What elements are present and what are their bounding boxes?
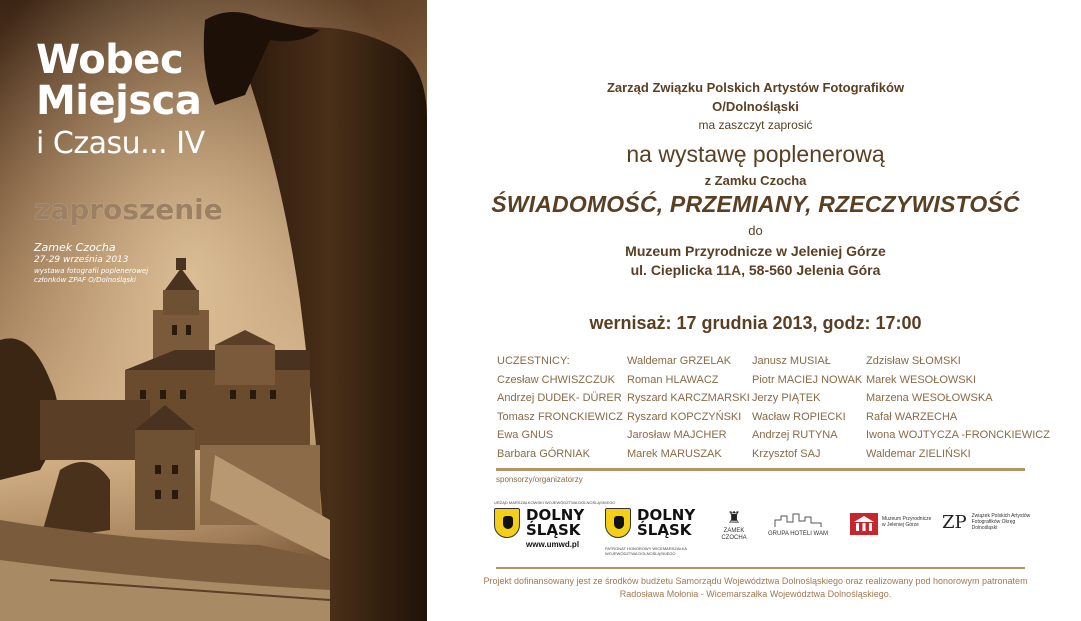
- poster-title-line3: i Czasu... IV: [36, 126, 205, 161]
- umwd-caption: URZĄD MARSZAŁKOWSKI WOJEWÓDZTWA DOLNOŚLĄSKIEGO: [494, 500, 616, 505]
- exhibition-theme: ŚWIADOMOŚĆ, PRZEMIANY, RZECZYWISTOŚĆ: [491, 191, 1020, 217]
- participant-name: Krzysztof SAJ: [752, 447, 821, 460]
- zpaf-logo-label: Związek Polskich Artystów Fotografików Okręg Dolnośląski: [971, 513, 1031, 531]
- dolny-slask-logo-umwd: [494, 500, 616, 549]
- participant-name: Waldemar ZIELIŃSKI: [866, 447, 971, 460]
- museum-building-icon: [850, 513, 878, 535]
- museum-logo: [850, 513, 940, 535]
- skyline-icon: [773, 512, 823, 528]
- hotel-group-label: GRUPA HOTELI WAM: [767, 531, 828, 537]
- hotel-group-logo: [766, 512, 830, 538]
- poster-title-line1: Wobec: [36, 37, 184, 83]
- participants-column-4: [866, 352, 1050, 464]
- to-line: do: [748, 223, 763, 238]
- participant-name: Iwona WOJTYCZA -FRONCKIEWICZ: [866, 429, 1050, 442]
- museum-name: Muzeum Przyrodnicze w Jeleniej Górze: [625, 243, 886, 259]
- poster-place: Zamek Czocha: [34, 241, 116, 254]
- participant-name: Rafał WARZECHA: [866, 410, 958, 423]
- zamek-czocha-logo: [714, 510, 754, 542]
- participant-name: Ewa GNUS: [497, 429, 554, 442]
- poster-invitation-word: zaproszenie: [34, 193, 223, 226]
- dolny-slask-wordmark: DOLNY ŚLĄSK: [526, 506, 585, 539]
- participant-name: Wacław ROPIECKI: [752, 410, 846, 423]
- vernissage-line: wernisaż: 17 grudnia 2013, godz: 17:00: [589, 313, 922, 333]
- participants-column-2: [627, 352, 750, 464]
- participant-name: Ryszard KARCZMARSKI: [627, 392, 750, 405]
- sponsors-heading: sponsorzy/organizatorzy: [496, 475, 583, 484]
- participant-name: Czesław CHWISZCZUK: [497, 373, 615, 386]
- invitation-panel: [430, 0, 1081, 621]
- footer-line1: Projekt dofinansowany jest ze środków budżetu Samorządu Województwa Dolnośląskiego oraz realizowany pod honorowym patronatem: [483, 576, 1028, 586]
- patronage-caption: PATRONAT HONOROWY WICEMARSZAŁKA WOJEWÓDZTWA DOLNOŚLĄSKIEGO: [605, 546, 687, 556]
- dolny-slask-logo-patronage: [605, 506, 715, 556]
- castle-line: z Zamku Czocha: [704, 173, 807, 188]
- participant-name: Jarosław MAJCHER: [627, 429, 727, 442]
- poster-dates: 27-29 września 2013: [34, 255, 129, 265]
- organizer-line2: O/Dolnośląski: [712, 99, 799, 114]
- participant-name: Andrzej RUTYNA: [752, 429, 838, 442]
- participants-column-1: [497, 352, 623, 464]
- poster-description: wystawa fotografii poplenerowej członków ZPAF O/Dolnośląski: [34, 267, 149, 284]
- museum-logo-label: Muzeum Przyrodnicze w Jeleniej Górze: [882, 516, 932, 528]
- participants-column-3: [752, 352, 862, 464]
- divider: [496, 567, 1025, 569]
- organizer-line1: Zarząd Związku Polskich Artystów Fotografików: [606, 80, 905, 95]
- participant-name: Andrzej DUDEK- DÜRER: [497, 392, 622, 405]
- castle-icon: ♜: [726, 510, 742, 527]
- participant-name: Ryszard KOPCZYŃSKI: [627, 410, 742, 423]
- participant-heading: UCZESTNICY:: [497, 355, 570, 367]
- umwd-url: www.umwd.pl: [526, 540, 580, 549]
- participant-name: Jerzy PIĄTEK: [752, 392, 821, 405]
- coat-of-arms-icon: [605, 508, 631, 538]
- participant-name: Roman HLAWACZ: [627, 373, 719, 386]
- exhibition-line: na wystawę poplenerową: [626, 141, 885, 167]
- museum-address: ul. Cieplicka 11A, 58-560 Jelenia Góra: [630, 262, 881, 278]
- participant-name: Zdzisław SŁOMSKI: [866, 355, 961, 367]
- footer-line2: Radosława Mołonia - Wicemarszałka Województwa Dolnośląskiego.: [619, 589, 892, 599]
- poster-subtitle: [34, 241, 154, 285]
- participant-name: Marek MARUSZAK: [627, 447, 722, 460]
- honour-line: ma zaszczyt zaprosić: [698, 118, 813, 132]
- participant-name: Waldemar GRZELAK: [627, 355, 732, 367]
- participant-name: Piotr MACIEJ NOWAK: [752, 373, 863, 386]
- coat-of-arms-icon: [494, 508, 520, 538]
- participant-name: Marzena WESOŁOWSKA: [866, 392, 993, 405]
- poster-image: [0, 0, 427, 621]
- dolny-slask-wordmark: DOLNY ŚLĄSK: [637, 506, 696, 539]
- zpaf-monogram-icon: ZP: [942, 512, 967, 533]
- participant-name: Janusz MUSIAŁ: [752, 355, 831, 367]
- divider: [496, 468, 1025, 471]
- participant-name: Barbara GÓRNIAK: [497, 447, 590, 460]
- poster-title-line2: Miejsca: [36, 78, 202, 124]
- participant-name: Tomasz FRONCKIEWICZ: [497, 410, 623, 423]
- zpaf-logo: [942, 511, 1042, 535]
- poster-title: [36, 37, 205, 164]
- zamek-czocha-label: ZAMEK CZOCHA: [721, 528, 747, 541]
- participant-name: Marek WESOŁOWSKI: [866, 373, 977, 386]
